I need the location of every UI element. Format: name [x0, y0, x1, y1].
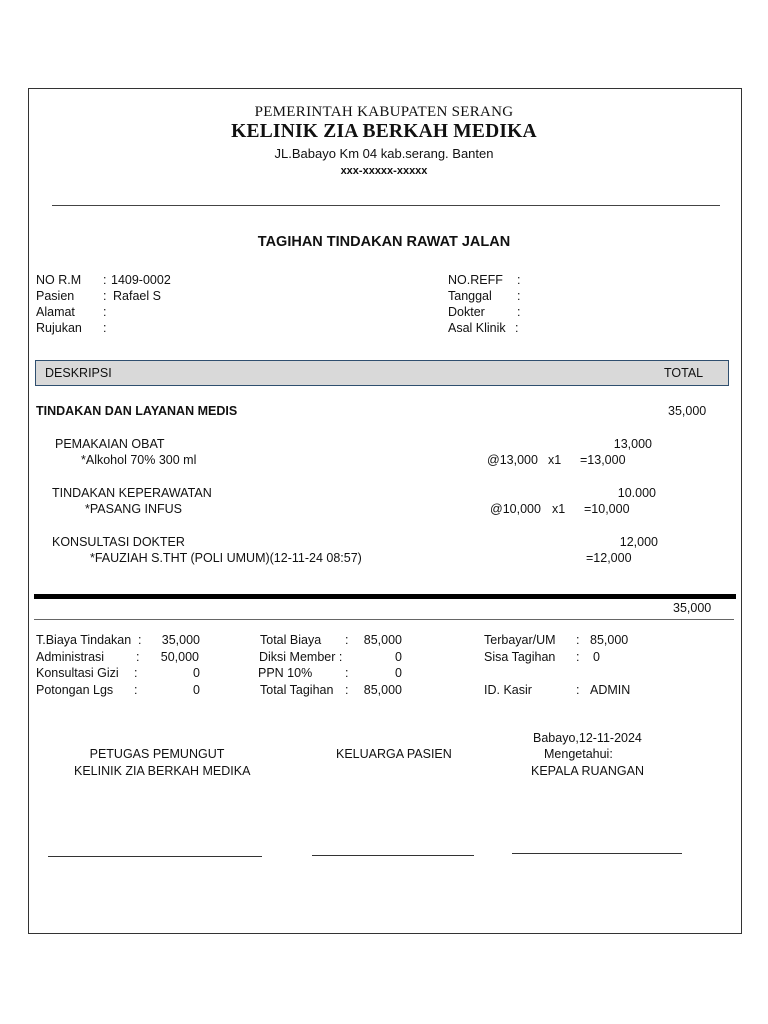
sep-rujukan: : [103, 321, 107, 335]
item-category-total: 13,000 [613, 437, 652, 451]
summary-sep: : [345, 683, 349, 697]
clinic-phone: xxx-xxxxx-xxxxx [340, 165, 428, 177]
value-no-rm: 1409-0002 [111, 273, 171, 287]
summary-value: 0 [193, 666, 200, 680]
summary-label: Sisa Tagihan [484, 650, 556, 664]
signature-left-title: PETUGAS PEMUNGUT [89, 747, 225, 761]
signature-left-subtitle: KELINIK ZIA BERKAH MEDIKA [74, 764, 251, 778]
sep-no-rm: : [103, 273, 107, 287]
signature-middle-title: KELUARGA PASIEN [336, 747, 452, 761]
section-title: TINDAKAN DAN LAYANAN MEDIS [36, 404, 238, 418]
label-alamat: Alamat [36, 305, 75, 319]
item-detail: *PASANG INFUS [85, 502, 183, 516]
item-category: PEMAKAIAN OBAT [55, 437, 165, 451]
place-date: Babayo,12-11-2024 [533, 731, 642, 745]
label-dokter: Dokter [448, 305, 485, 319]
summary-sep: : [576, 650, 580, 664]
clinic-address: JL.Babayo Km 04 kab.serang. Banten [274, 146, 494, 161]
header-divider [52, 205, 720, 206]
summary-label: Terbayar/UM [484, 633, 556, 647]
item-category: TINDAKAN KEPERAWATAN [52, 486, 212, 500]
label-no-reff: NO.REFF [448, 273, 503, 287]
sep-alamat: : [103, 305, 107, 319]
summary-value: ADMIN [590, 683, 631, 697]
summary-sep: : [576, 633, 580, 647]
clinic-name: KELINIK ZIA BERKAH MEDIKA [231, 121, 537, 142]
item-category-total: 10.000 [617, 486, 656, 500]
summary-value: 50,000 [160, 650, 199, 664]
item-qty: x1 [552, 502, 566, 516]
summary-sep: : [136, 650, 140, 664]
value-pasien: Rafael S [113, 289, 161, 303]
sep-dokter: : [517, 305, 521, 319]
item-subtotal: =10,000 [584, 502, 630, 516]
summary-label: Potongan Lgs [36, 683, 114, 697]
sep-asal-klinik: : [515, 321, 519, 335]
item-qty: x1 [548, 453, 562, 467]
summary-label: ID. Kasir [484, 683, 532, 697]
summary-sep: : [138, 633, 142, 647]
sep-pasien: : [103, 289, 107, 303]
item-detail: *FAUZIAH S.THT (POLI UMUM)(12-11-24 08:57) [90, 551, 362, 565]
summary-label: PPN 10% [258, 666, 313, 680]
government-name: PEMERINTAH KABUPATEN SERANG [254, 104, 514, 120]
document-title: TAGIHAN TINDAKAN RAWAT JALAN [257, 234, 511, 250]
summary-value: 85,000 [590, 633, 629, 647]
column-header-total: TOTAL [664, 366, 704, 380]
column-header-description: DESKRIPSI [45, 366, 112, 380]
signature-right-subtitle: KEPALA RUANGAN [531, 764, 645, 778]
summary-sep: : [345, 666, 349, 680]
summary-sep: : [345, 633, 349, 647]
summary-label: Administrasi [36, 650, 105, 664]
label-no-rm: NO R.M [36, 273, 82, 287]
summary-sep: : [576, 683, 580, 697]
summary-sep: : [134, 683, 138, 697]
item-subtotal: =13,000 [580, 453, 626, 467]
item-price: @13,000 [487, 453, 538, 467]
total-divider [34, 594, 736, 599]
table-header [35, 360, 729, 386]
signature-right-title: Mengetahui: [544, 747, 613, 761]
summary-value: 0 [593, 650, 600, 664]
summary-label: Total Tagihan [260, 683, 334, 697]
summary-value: 0 [395, 650, 402, 664]
summary-value: 85,000 [363, 683, 402, 697]
label-tanggal: Tanggal [448, 289, 492, 303]
summary-label: Konsultasi Gizi [36, 666, 119, 680]
summary-divider [34, 619, 734, 620]
summary-value: 85,000 [363, 633, 402, 647]
sep-tanggal: : [517, 289, 521, 303]
grand-line-total: 35,000 [673, 601, 712, 615]
summary-label: Total Biaya [260, 633, 322, 647]
label-pasien: Pasien [36, 289, 75, 303]
sep-no-reff: : [517, 273, 521, 287]
item-price: @10,000 [490, 502, 541, 516]
item-category: KONSULTASI DOKTER [52, 535, 185, 549]
label-asal-klinik: Asal Klinik [448, 321, 506, 335]
summary-label: T.Biaya Tindakan [36, 633, 132, 647]
item-detail: *Alkohol 70% 300 ml [81, 453, 197, 467]
item-category-total: 12,000 [619, 535, 658, 549]
signature-line-middle [312, 855, 474, 856]
section-total: 35,000 [668, 404, 707, 418]
signature-line-right [512, 853, 682, 854]
label-rujukan: Rujukan [36, 321, 82, 335]
summary-sep: : [134, 666, 138, 680]
summary-value: 35,000 [161, 633, 200, 647]
summary-label: Diksi Member : [259, 650, 343, 664]
summary-value: 0 [395, 666, 402, 680]
item-subtotal: =12,000 [586, 551, 632, 565]
signature-line-left [48, 856, 262, 857]
summary-value: 0 [193, 683, 200, 697]
